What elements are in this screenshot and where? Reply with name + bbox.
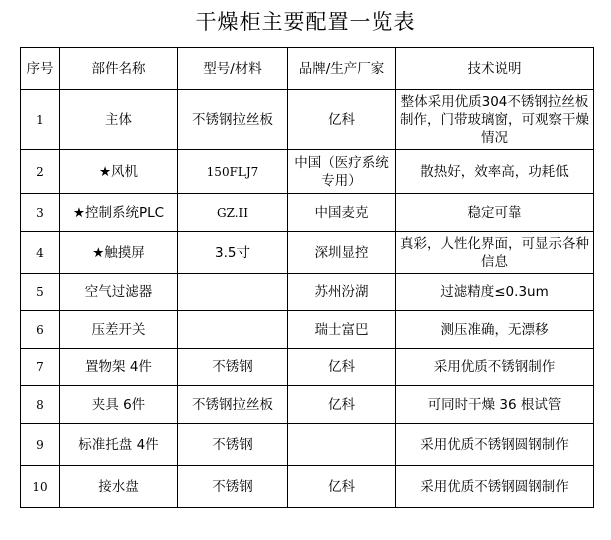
row-description: 采用优质不锈钢制作	[396, 349, 594, 386]
row-description: 采用优质不锈钢圆钢制作	[396, 424, 594, 466]
row-model	[178, 311, 288, 349]
row-part-name: ★触摸屏	[60, 232, 178, 274]
row-model: GZ.II	[178, 194, 288, 232]
row-brand	[288, 424, 396, 466]
document-title: 干燥柜主要配置一览表	[195, 10, 416, 34]
row-model: 不锈钢	[178, 349, 288, 386]
row-description: 整体采用优质304不锈钢拉丝板制作，门带玻璃窗，可观察干燥情况	[396, 90, 594, 150]
row-no: 9	[21, 424, 60, 466]
row-description: 稳定可靠	[396, 194, 594, 232]
row-model: 不锈钢	[178, 424, 288, 466]
table-row	[21, 274, 594, 311]
header-model-material: 型号/材料	[178, 48, 288, 90]
table-header-row	[21, 48, 594, 90]
row-part-name: 主体	[60, 90, 178, 150]
header-part-name: 部件名称	[60, 48, 178, 90]
row-brand: 亿科	[288, 466, 396, 508]
header-technical-notes: 技术说明	[396, 48, 594, 90]
row-no: 6	[21, 311, 60, 349]
row-part-name: 夹具 6件	[60, 386, 178, 424]
row-part-name: ★控制系统PLC	[60, 194, 178, 232]
row-model: 不锈钢拉丝板	[178, 90, 288, 150]
row-brand: 亿科	[288, 90, 396, 150]
row-no: 7	[21, 349, 60, 386]
row-part-name: 空气过滤器	[60, 274, 178, 311]
row-description: 真彩，人性化界面，可显示各种信息	[396, 232, 594, 274]
row-model: 150FLJ7	[178, 150, 288, 194]
row-no: 5	[21, 274, 60, 311]
table-row	[21, 424, 594, 466]
row-brand: 苏州汾湖	[288, 274, 396, 311]
row-brand: 中国（医疗系统专用）	[288, 150, 396, 194]
row-brand: 亿科	[288, 349, 396, 386]
table-row	[21, 466, 594, 508]
row-brand: 中国麦克	[288, 194, 396, 232]
row-description: 可同时干燥 36 根试管	[396, 386, 594, 424]
row-brand: 亿科	[288, 386, 396, 424]
row-no: 2	[21, 150, 60, 194]
row-no: 1	[21, 90, 60, 150]
configuration-table	[20, 47, 594, 508]
row-part-name: 压差开关	[60, 311, 178, 349]
table-row	[21, 386, 594, 424]
row-description: 散热好，效率高，功耗低	[396, 150, 594, 194]
table-row	[21, 311, 594, 349]
row-model	[178, 274, 288, 311]
table-row	[21, 150, 594, 194]
header-brand-manufacturer: 品牌/生产厂家	[288, 48, 396, 90]
table-row	[21, 349, 594, 386]
row-model: 不锈钢	[178, 466, 288, 508]
row-model: 不锈钢拉丝板	[178, 386, 288, 424]
row-description: 采用优质不锈钢圆钢制作	[396, 466, 594, 508]
row-brand: 瑞士富巴	[288, 311, 396, 349]
row-no: 10	[21, 466, 60, 508]
table-row	[21, 232, 594, 274]
row-no: 3	[21, 194, 60, 232]
row-part-name: 接水盘	[60, 466, 178, 508]
row-brand: 深圳显控	[288, 232, 396, 274]
table-row	[21, 194, 594, 232]
header-no: 序号	[21, 48, 60, 90]
row-part-name: 标准托盘 4件	[60, 424, 178, 466]
row-part-name: 置物架 4件	[60, 349, 178, 386]
row-description: 测压准确，无漂移	[396, 311, 594, 349]
row-no: 8	[21, 386, 60, 424]
row-description: 过滤精度≤0.3um	[396, 274, 594, 311]
row-no: 4	[21, 232, 60, 274]
table-row	[21, 90, 594, 150]
row-model: 3.5寸	[178, 232, 288, 274]
row-part-name: ★风机	[60, 150, 178, 194]
